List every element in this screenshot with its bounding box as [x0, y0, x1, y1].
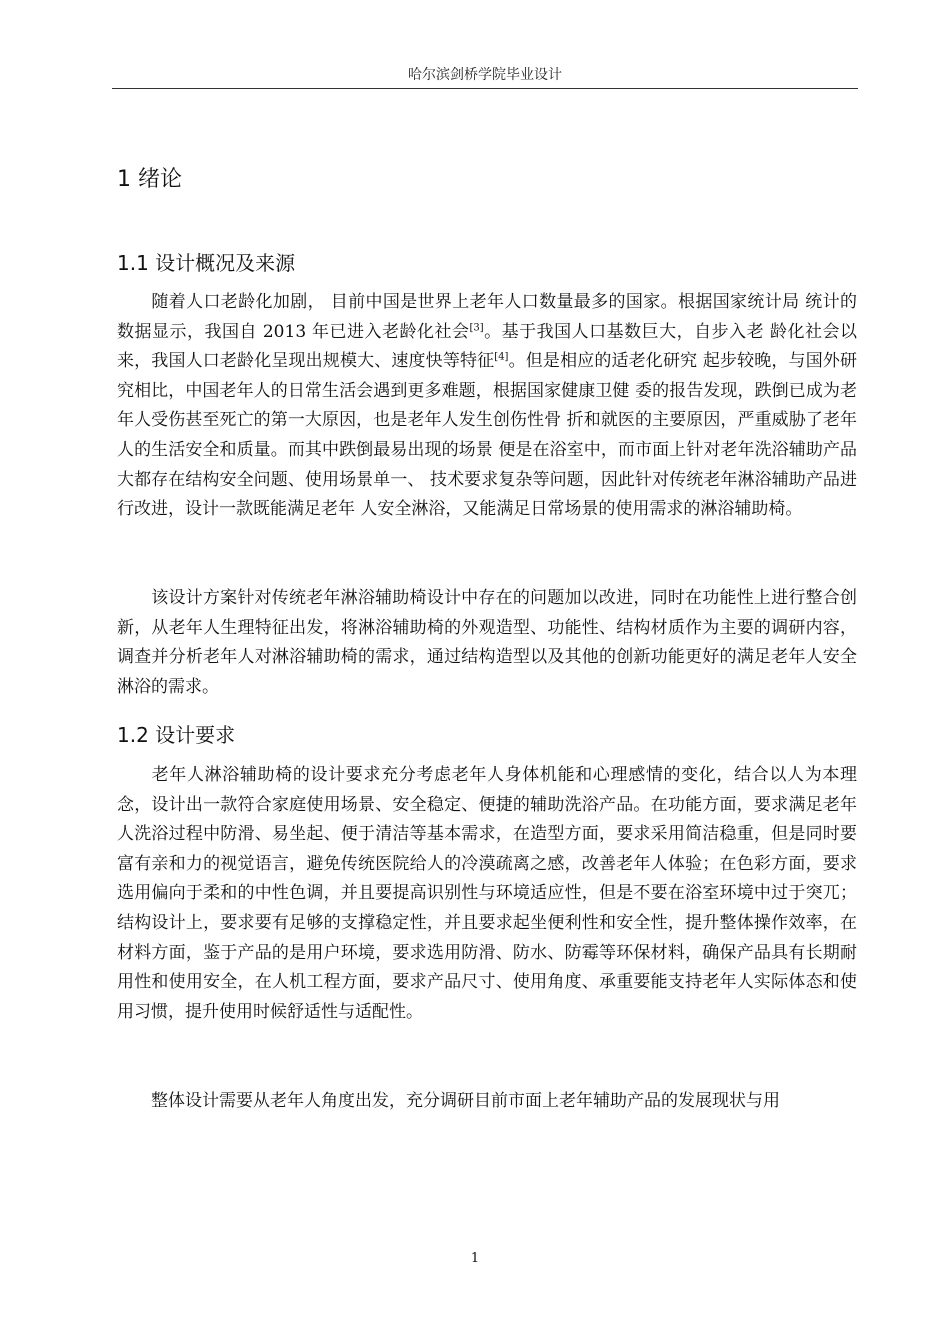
- page-number: 1: [470, 1251, 480, 1266]
- section-title-1-2: 1.2 设计要求: [117, 723, 236, 747]
- chapter-title: 1 绪论: [117, 167, 182, 192]
- paragraph-1-2-b: 整体设计需要从老年人角度出发，充分调研目前市面上老年辅助产品的发展现状与用: [151, 1091, 780, 1111]
- citation-ref: [3]: [469, 321, 484, 333]
- paragraph-1-2-a: 老年人淋浴辅助椅的设计要求充分考虑老年人身体机能和心理感情的变化，结合以人为本理念，设计出一款符合家庭使用场景、安全稳定、便捷的辅助洗浴产品。在功能方面，要求满足老年人洗浴过程中防滑、易坐起、便于清洁等基本需求，在造型方面，要求采用简洁稳重，但是同时要富有亲和力的视觉语言，避免传统医院给人的冷漠疏离之感，改善老年人体验；在色彩方面，要求选用偏向于柔和的中性色调，并且要提高识别性与环境适应性，但是不要在浴室环境中过于突兀；结构设计上，要求要有足够的支撑稳定性，并且要求起坐便利性和安全性，提升整体操作效率，在材料方面，鉴于产品的是用户环境，要求选用防滑、防水、防霉等环保材料，确保产品具有长期耐用性和使用安全，在人机工程方面，要求产品尺寸、使用角度、承重要能支持老年人实际体态和使用习惯，提升使用时候舒适性与适配性。: [117, 765, 857, 1022]
- header-divider: [112, 88, 858, 89]
- paragraph-1-1-a: 随着人口老龄化加剧， 目前中国是世界上老年人口数量最多的国家。根据国家统计局 统计的数据显示，我国自 2013 年已进入老龄化社会[3]。基于我国人口基数巨大，自步入老 龄化社会以来，我国人口老龄化呈现出规模大、速度快等特征[4]。但是相应的适老化研究 起步较晚，与国外研究相比，中国老年人的日常生活会遇到更多难题，根据国家健康卫健 委的报告发现，跌倒已成为老年人受伤甚至死亡的第一大原因，也是老年人发生创伤性骨 折和就医的主要原因，严重威胁了老年人的生活安全和质量。而其中跌倒最易出现的场景 便是在浴室中，而市面上针对老年洗浴辅助产品大都存在结构安全问题、使用场景单一、 技术要求复杂等问题，因此针对传统老年淋浴辅助产品进行改进，设计一款既能满足老年 人安全淋浴，又能满足日常场景的使用需求的淋浴辅助椅。: [117, 292, 858, 520]
- citation-ref: [4]: [494, 351, 509, 363]
- paragraph-1-1-b: 该设计方案针对传统老年淋浴辅助椅设计中存在的问题加以改进，同时在功能性上进行整合创新，从老年人生理特征出发，将淋浴辅助椅的外观造型、功能性、结构材质作为主要的调研内容，调查并分析老年人对淋浴辅助椅的需求，通过结构造型以及其他的创新功能更好的满足老年人安全淋浴的需求。: [117, 588, 857, 697]
- section-title-1-1: 1.1 设计概况及来源: [117, 251, 296, 275]
- page-header: 哈尔滨剑桥学院毕业设计: [408, 67, 562, 83]
